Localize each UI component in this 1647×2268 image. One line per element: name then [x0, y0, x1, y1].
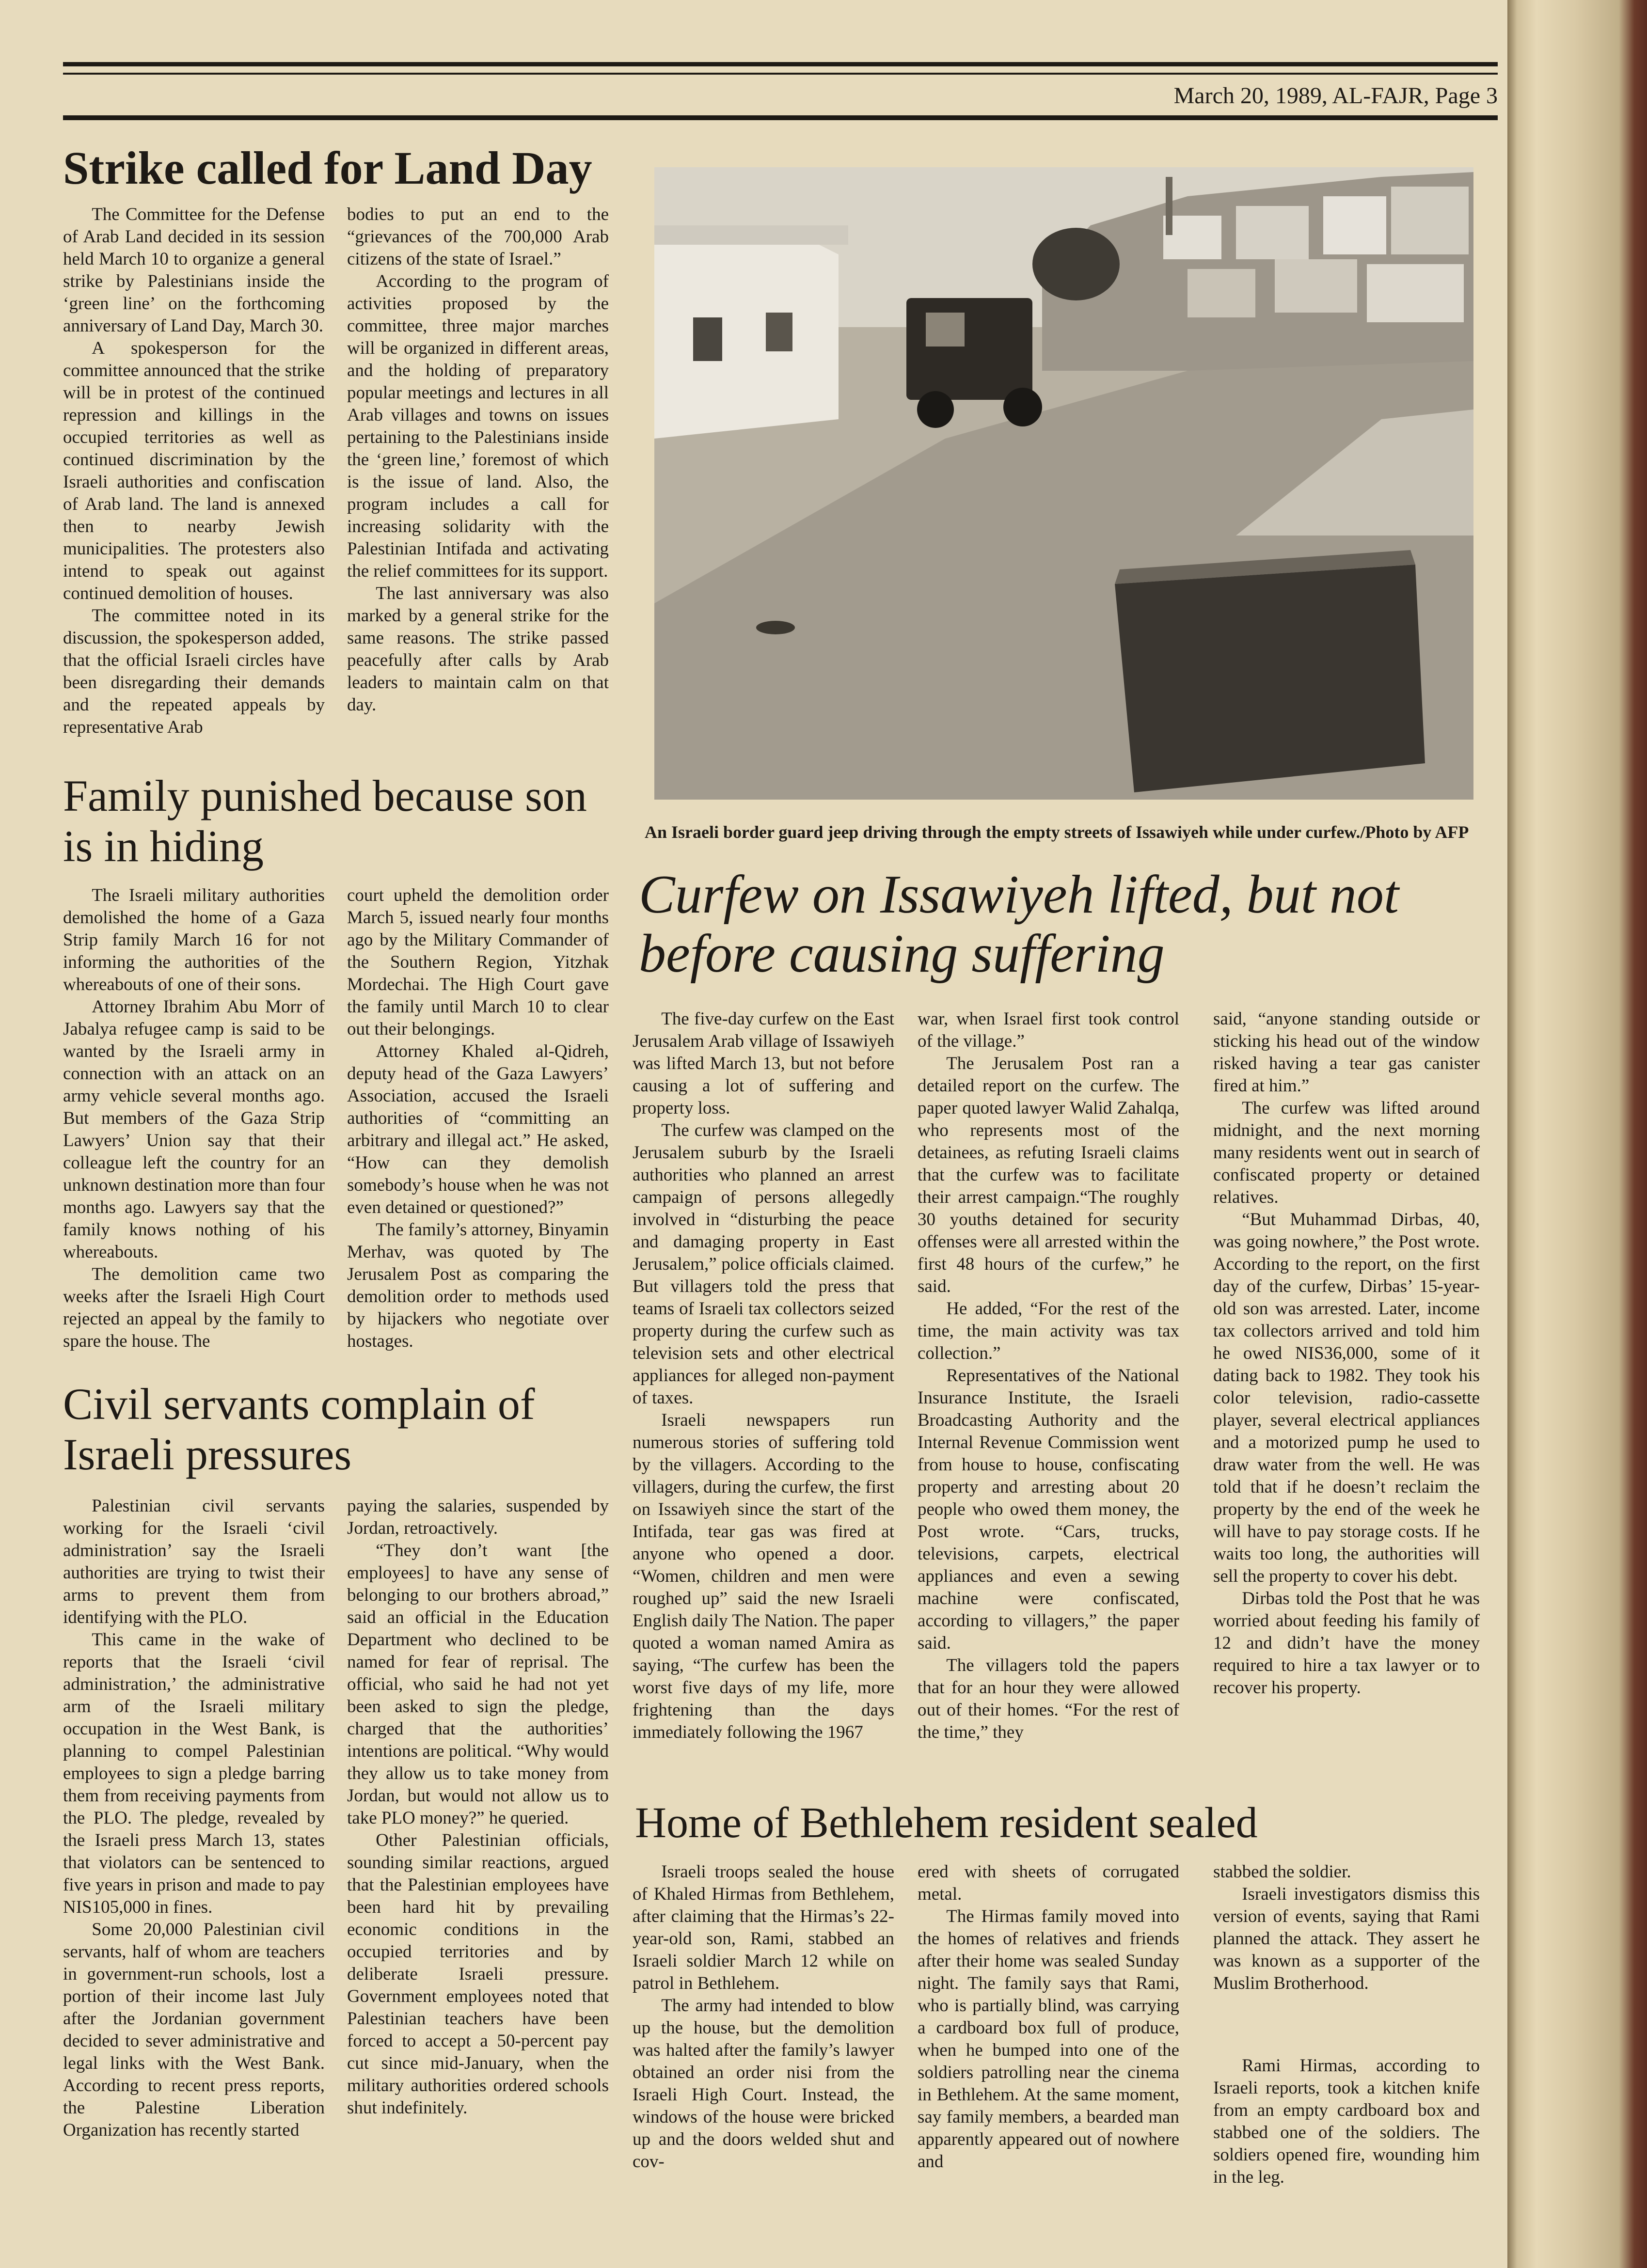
headline-land-day: Strike called for Land Day: [63, 142, 592, 194]
headline-bethlehem: Home of Bethlehem resident sealed: [635, 1799, 1258, 1847]
paragraph: bodies to put an end to the “grievances of the 700,000 Arab citizens of the state of Israel.”: [347, 205, 609, 269]
bethlehem-column-1: [633, 1861, 894, 2173]
paragraph: war, when Israel first took control of the village.”: [918, 1009, 1179, 1051]
headline-civil-servants: Civil servants complain of Israeli pressures: [63, 1379, 535, 1479]
paragraph: paying the salaries, suspended by Jordan, retroactively.: [347, 1496, 609, 1538]
paragraph: ered with sheets of corrugated metal.: [918, 1862, 1179, 1904]
paragraph: said, “anyone standing outside or sticking his head out of the window risked having a tear gas canister fired at him.”: [1213, 1009, 1480, 1096]
paragraph: Israeli newspapers run numerous stories of suffering told by the villagers. According to the villagers, during the curfew, the first on Issawiyeh since the start of the Intifada, tear gas was fired at anyone who opened a door. “Women, children and men were roughed up” said the new Israeli English daily The Nation. The paper quoted a woman named Amira as saying, “The curfew has been the worst five days of my life, more frightening than the days immediately following the 1967: [633, 1410, 894, 1742]
paragraph: The Israeli military authorities demolished the home of a Gaza Strip family March 16 for not informing the authorities of the whereabouts of one of their sons.: [63, 885, 325, 994]
top-rule: [63, 62, 1498, 66]
curfew-column-2: [918, 1008, 1179, 1744]
dateline-rule: [63, 115, 1498, 120]
photo-border-guard-jeep: [654, 167, 1473, 800]
bethlehem-column-2: [918, 1861, 1179, 2173]
paragraph: The curfew was lifted around midnight, and the next morning many residents went out in search of confiscated property or detained relatives.: [1213, 1098, 1480, 1207]
land-day-column-2: [347, 204, 609, 716]
paragraph: The curfew was clamped on the Jerusalem suburb by the Israeli authorities who planned an arrest campaign of persons allegedly involved in “disturbing the peace and damaging property in East Jerusalem,” police officials claimed. But villagers told the press that teams of Israeli tax collectors seized property during the curfew such as television sets and other electrical appliances for alleged non-payment of taxes.: [633, 1120, 894, 1408]
paragraph: This came in the wake of reports that the Israeli ‘civil administration,’ the administrative arm of the Israeli military occupation in the West Bank, is planning to compel Palestinian employees to sign a pledge barring them from receiving payments from the PLO. The pledge, revealed by the Israeli press March 13, states that violators can be sentenced to five years in prison and made to pay NIS105,000 in fines.: [63, 1630, 325, 1917]
land-day-column-1: [63, 204, 325, 739]
paragraph: The Jerusalem Post ran a detailed report on the curfew. The paper quoted lawyer Walid Zahalqa, who represents most of the detainees, as refuting Israeli claims that the curfew was to facilitate their arrest campaign.“The roughly 30 youths detained for security offenses were all arrested within the first 48 hours of the curfew,” he said.: [918, 1054, 1179, 1296]
paragraph: Palestinian civil servants working for the Israeli ‘civil administration’ say the Israeli authorities are trying to twist their arms to prevent them from identifying with the PLO.: [63, 1496, 325, 1627]
paragraph: Attorney Khaled al-Qidreh, deputy head of the Gaza Lawyers’ Association, accused the Israeli authorities of “committing an arbitrary and illegal act.” He asked, “How can they demolish somebody’s house when he was not even detained or questioned?”: [347, 1041, 609, 1217]
paragraph: Israeli investigators dismiss this version of events, saying that Rami planned the attack. They assert he was known as a supporter of the Muslim Brotherhood.: [1213, 1884, 1480, 1993]
paragraph: court upheld the demolition order March 5, issued nearly four months ago by the Military Commander of the Southern Region, Yitzhak Mordechai. The High Court gave the family until March 10 to clear out their belongings.: [347, 885, 609, 1039]
paragraph: “They don’t want [the employees] to have any sense of belonging to our brothers abroad,” said an official in the Education Department who declined to be named for fear of reprisal. The official, who said he had not yet been asked to sign the pledge, charged that the authorities’ intentions are political. “Why would they allow us to take money from Jordan, but would not allow us to take PLO money?” he queried.: [347, 1541, 609, 1828]
paragraph: The demolition came two weeks after the Israeli High Court rejected an appeal by the family to spare the house. The: [63, 1264, 325, 1351]
paragraph: Dirbas told the Post that he was worried about feeding his family of 12 and didn’t have the money required to hire a tax lawyer or to recover his property.: [1213, 1589, 1480, 1698]
paragraph: The villagers told the papers that for an hour they were allowed out of their homes. “For the rest of the time,” they: [918, 1655, 1179, 1742]
top-thin-rule: [63, 73, 1498, 75]
paragraph: The committee noted in its discussion, the spokesperson added, that the official Israeli circles have been disregarding their demands and the repeated appeals by representative Arab: [63, 606, 325, 737]
dateline: March 20, 1989, AL-FAJR, Page 3: [1173, 83, 1498, 109]
paragraph: Representatives of the National Insurance Institute, the Israeli Broadcasting Authority and the Internal Revenue Commission went from house to house, confiscating property and arresting about 20 people who owed them money, the Post wrote. “Cars, trucks, televisions, carpets, electrical appliances and even a sewing machine were confiscated, according to villagers,” the paper said.: [918, 1366, 1179, 1653]
paragraph: The Committee for the Defense of Arab Land decided in its session held March 10 to organize a general strike by Palestinians inside the ‘green line’ on the forthcoming anniversary of Land Day, March 30.: [63, 205, 325, 336]
civil-column-2: [347, 1495, 609, 2119]
paragraph: The family’s attorney, Binyamin Merhav, was quoted by The Jerusalem Post as comparing the demolition order to methods used by hijackers who negotiate over hostages.: [347, 1220, 609, 1351]
curfew-column-1: [633, 1008, 894, 1744]
paragraph: He added, “For the rest of the time, the main activity was tax collection.”: [918, 1299, 1179, 1363]
paragraph: Some 20,000 Palestinian civil servants, half of whom are teachers in government-run schools, lost a portion of their income last July after the Jordanian government decided to sever administrative and legal links with the West Bank. According to recent press reports, the Palestine Liberation Organization has recently started: [63, 1920, 325, 2140]
photo-caption: An Israeli border guard jeep driving through the empty streets of Issawiyeh while under curfew./Photo by AFP: [645, 822, 1469, 842]
family-column-2: [347, 884, 609, 1353]
photo-illustration: [654, 167, 1473, 800]
bethlehem-column-3a: [1213, 1861, 1480, 1995]
paragraph: Rami Hirmas, according to Israeli reports, took a kitchen knife from an empty cardboard box and stabbed one of the soldiers. The soldiers opened fire, wounding him in the leg.: [1213, 2056, 1480, 2187]
civil-column-1: [63, 1495, 325, 2142]
book-binding-edge: [1507, 0, 1647, 2268]
paragraph: Other Palestinian officials, sounding similar reactions, argued that the Palestinian employees have been hard hit by prevailing economic conditions in the occupied territories and by deliberate Israeli pressure. Government employees noted that Palestinian teachers have been forced to accept a 50-percent pay cut since mid-January, when the military authorities ordered schools shut indefinitely.: [347, 1830, 609, 2118]
paragraph: “But Muhammad Dirbas, 40, was going nowhere,” the Post wrote. According to the report, on the first day of the curfew, Dirbas’ 15-year-old son was arrested. Later, income tax collectors arrived and told him he owed NIS36,000, some of it dating back to 1982. They took his color television, radio-cassette player, several electrical appliances and a motorized pump he used to draw water from the well. He was told that if he doesn’t reclaim the property by the end of the week he will have to pay storage costs. If he waits too long, the authorities will sell the property to cover his debt.: [1213, 1210, 1480, 1586]
bethlehem-column-3b: [1213, 2055, 1480, 2189]
paragraph: The army had intended to blow up the house, but the demolition was halted after the family’s lawyer obtained an order nisi from the Israeli High Court. Instead, the windows of the house were bricked up and the doors welded shut and cov-: [633, 1996, 894, 2172]
paragraph: A spokesperson for the committee announced that the strike will be in protest of the continued repression and killings in the occupied territories as well as continued discrimination by the Israeli authorities and confiscation of Arab land. The land is annexed then to nearby Jewish municipalities. The protesters also intend to speak out against continued demolition of houses.: [63, 338, 325, 603]
paragraph: The five-day curfew on the East Jerusalem Arab village of Issawiyeh was lifted March 13, but not before causing a lot of suffering and property loss.: [633, 1009, 894, 1118]
paragraph: Attorney Ibrahim Abu Morr of Jabalya refugee camp is said to be wanted by the Israeli army in connection with an attack on an army vehicle several months ago. But members of the Gaza Strip Lawyers’ Union say that their colleague left the country for an unknown destination more than four months ago. Lawyers say that the family knows nothing of his whereabouts.: [63, 997, 325, 1262]
family-column-1: [63, 884, 325, 1353]
paragraph: Israeli troops sealed the house of Khaled Hirmas from Bethlehem, after claiming that the Hirmas’s 22-year-old son, Rami, stabbed an Israeli soldier March 12 while on patrol in Bethlehem.: [633, 1862, 894, 1993]
curfew-column-3: [1213, 1008, 1480, 1699]
headline-curfew: Curfew on Issawiyeh lifted, but not before causing suffering: [639, 865, 1399, 984]
paragraph: stabbed the soldier.: [1213, 1862, 1351, 1882]
headline-family-punished: Family punished because son is in hiding: [63, 771, 587, 871]
paragraph: According to the program of activities proposed by the committee, three major marches will be organized in different areas, and the holding of preparatory popular meetings and lectures in all Arab villages and towns on issues pertaining to the Palestinians inside the ‘green line,’ foremost of which is the issue of land. Also, the program includes a call for increasing solidarity with the Palestinian Intifada and activating the relief committees for its support.: [347, 271, 609, 581]
paragraph: The Hirmas family moved into the homes of relatives and friends after their home was sealed Sunday night. The family says that Rami, who is partially blind, was carrying a cardboard box full of produce, when he bumped into one of the soldiers patrolling near the cinema in Bethlehem. At the same moment, say family members, a bearded man apparently appeared out of nowhere and: [918, 1906, 1179, 2172]
paragraph: The last anniversary was also marked by a general strike for the same reasons. The strike passed peacefully after calls by Arab leaders to maintain calm on that day.: [347, 583, 609, 715]
